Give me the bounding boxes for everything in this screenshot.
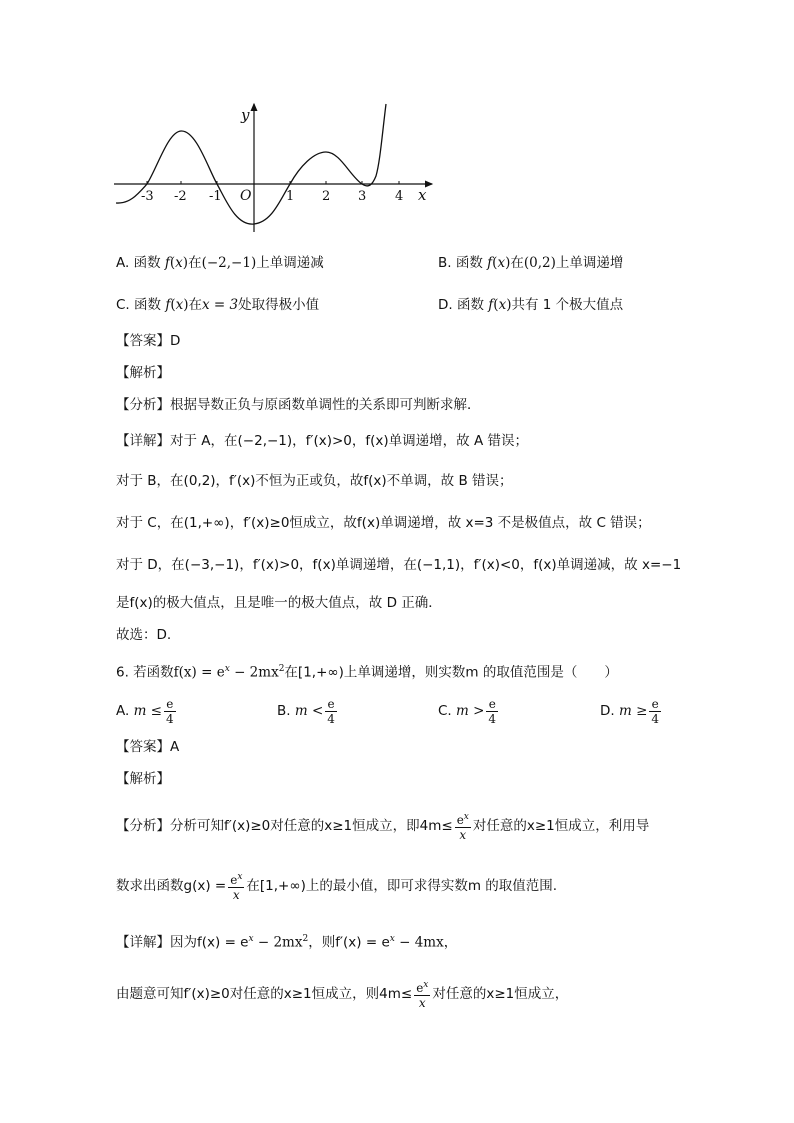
q6-analysis-1: 【分析】分析可知f′(x)≥0对任意的x≥1恒成立，即4m≤ $\frac{e^x}{x}$ 对任意的x≥1恒成立，利用导 [116,812,650,842]
option-b: B. 函数 f(x)在(0,2)上单调递增 [438,255,624,271]
q5-analysis-title: 【解析】 [116,365,170,381]
tick-label: 1 [286,189,295,204]
q5-detail-1: 【详解】对于 A，在(−2,−1)，f′(x)>0，f(x)单调递增，故 A 错误； [116,433,528,449]
origin-label: O [240,188,252,204]
q6-analysis-2: 数求出函数g(x) = $\frac{e^x}{x}$ 在[1,+∞)上的最小值，即可求得实数m 的取值范围. [116,872,558,902]
q6-analysis-title: 【解析】 [116,771,170,787]
q6-detail-2: 由题意可知f′(x)≥0对任意的x≥1恒成立，则4m≤ $\frac{e^x}{x}$ 对任意的x≥1恒成立， [116,980,569,1010]
tick-label: 3 [358,189,367,204]
q6-answer: 【答案】A [116,739,180,755]
tick-label: 4 [395,189,404,204]
q5-detail-4: 对于 D，在(−3,−1)，f′(x)>0，f(x)单调递增，在(−1,1)，f′(x)<0，f(x)单调递减，故 x=−1 [116,557,682,573]
q5-detail-2: 对于 B，在(0,2)，f′(x)不恒为正或负，故f(x)不单调，故 B 错误； [116,473,513,489]
q5-detail-5: 是f(x)的极大值点，且是唯一的极大值点，故 D 正确． [116,595,442,611]
q6-option-a: A. m ≤ $\frac{e}{4}$ [116,696,174,726]
y-axis-label: y [241,106,250,124]
option-d: D. 函数 f(x)共有 1 个极大值点 [438,297,624,313]
curve-f [116,104,386,224]
q6-option-d: D. m ≥ $\frac{e}{4}$ [600,696,660,726]
q5-detail-3: 对于 C，在(1,+∞)，f′(x)≥0恒成立，故f(x)单调递增，故 x=3 不是极值点，故 C 错误； [116,515,651,531]
q6-detail-1: 【详解】因为$f(x) = e^x - 2mx^2$，则$f'(x) = e^x - 4mx$， [116,934,458,951]
q6-option-c: C. m > $\frac{e}{4}$ [438,696,497,726]
tick-label: 2 [322,189,331,204]
q5-analysis: 【分析】根据导数正负与原函数单调性的关系即可判断求解． [116,397,481,413]
q5-choose: 故选：D. [116,627,172,643]
tick-label: -2 [174,189,187,204]
tick-label: -1 [209,189,222,204]
q6-option-b: B. m < $\frac{e}{4}$ [277,696,335,726]
q5-answer: 【答案】D [116,333,181,349]
option-c: C. 函数 f(x)在x = 3处取得极小值 [116,297,320,313]
q6-stem: 6. 若函数$f(x) = e^x - 2mx^2$在[1,+∞)上单调递增，则实数m 的取值范围是（ ） [116,664,618,681]
tick-label: -3 [141,189,154,204]
option-a: A. 函数 f(x)在(−2,−1)上单调递减 [116,255,324,271]
function-graph [110,96,440,236]
x-axis-label: x [418,186,427,204]
